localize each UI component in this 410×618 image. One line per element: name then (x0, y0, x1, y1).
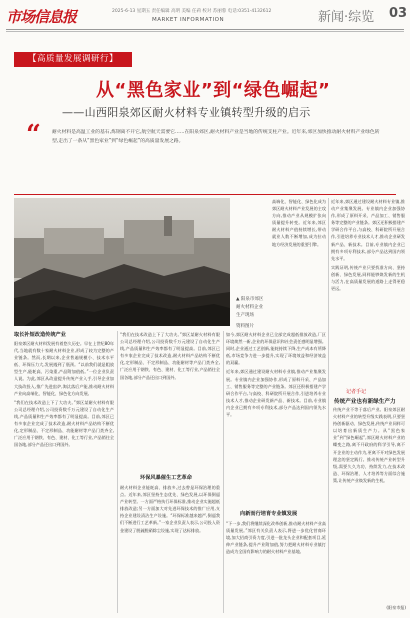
column-3-bottom (226, 520, 326, 613)
factory-photo-image (14, 198, 230, 326)
photo-caption (236, 296, 266, 331)
column-2-bottom (120, 484, 220, 613)
factory-photo (14, 198, 230, 326)
sidebar-label: 记者手记 (346, 389, 367, 395)
lead-paragraph: 耐火材料是高温工业的基石,炼钢离不开它,航空航天需要它……在阳泉郊区,耐火材料产业是当地的传统支柱产业。近年来,郊区加快推动耐火材料产业绿色转型,走出了一条从“黑色家业”到“绿色崛起”的高质量发展之路。 (52, 130, 380, 144)
column-3-para-2: 近年来,郊区通过建设耐火材料专业镇,推动产业集聚发展。专业镇内企业加强协作,形成了原料开采、产品加工、销售服务等完整的产业链条。郊区还积极搭建产学研合作平台,与高校、科研院所开展合作,引进培养专业技术人才,推动企业研发新产品、新技术。目前,专业镇内企业已拥有多项专利技术,部分产品达到国内领先水平。 (226, 369, 326, 418)
column-1 (14, 340, 114, 613)
photo-credit: 资料图片 (236, 324, 254, 329)
column-3-para-1: 如今,郊区耐火材料企业已全部完成超低排放改造,厂区环境焕然一新,企业的环保意识和社会责任感明显增强。同时,企业通过工艺创新,能耗持续下降,生产成本有所降低,市场竞争力进一步提升,实现了环境效益和经济效益的双赢。 (226, 332, 326, 366)
column-rule-2 (223, 331, 224, 613)
column-2-para-1: “我们在技术改造上下了大功夫。”郊区某耐火材料有限公司总经理介绍,公司投资数千万元建设了自动化生产线,产品质量和生产效率都有了明显提高。目前,郊区已有多家企业完成了技术改造,耐火材料产品结构不断优化,定形制品、不定形制品、功能耐材等产品门类齐全,广泛应用于钢铁、有色、建材、化工等行业,产品销往全国各地,部分产品还出口到国外。 (120, 332, 220, 380)
section-title: 新闻·综览 (318, 10, 375, 25)
column-photo-side (272, 198, 326, 326)
sidebar-signature: (阳泉市报) (386, 605, 406, 610)
section-heading-3: 向新而行培育专业镇发展 (240, 511, 298, 517)
column-photo-side-text: 高端化、智能化、绿色化成为郊区耐火材料产业发展的主攻方向,推动产业从规模扩张向质量提升转变。近年来,郊区耐火材料产值持续增长,带动就业人数不断增加,成为拉动地方经济发展的重要引擎。 (272, 199, 326, 247)
sidebar-title: 传统产业也有新绿生产力 (334, 399, 396, 405)
column-4 (331, 198, 405, 383)
lead-divider (14, 194, 396, 195)
headline: 从“黑色家业”到“绿色崛起” (96, 80, 331, 101)
masthead-logo: 市场信息报 (6, 8, 77, 26)
header-rule (6, 29, 404, 30)
subheadline: ——山西阳泉郊区耐火材料专业镇转型升级的启示 (62, 106, 311, 119)
column-2-top (120, 331, 220, 471)
column-4-para-2: 实践证明,传统产业只要找准方向、坚持创新、绿色发展,同样能够焕发新的生机与活力,在高质量发展的道路上走得更稳更远。 (331, 264, 405, 292)
photo-caption-text: ▲ 阳泉市郊区耐火材料企业生产现场 (236, 297, 264, 318)
masthead-info: 2025-6-13 星期五 责任编辑 高明 美编 任莉 校对 苏丽蓉 电话:0351-4132612 (112, 9, 272, 14)
column-1-para-1: 阳泉郊区耐火材料发展有着悠久历史。早在上世纪80年代,当地就有数十家耐火材料企业,形成了较为完整的产业链条。然而,长期以来,企业普遍规模小、技术水平低、环保压力大,发展遇到了瓶颈。“以前我们就是粗放型生产,能耗高、污染重,产品附加值低。”一位企业负责人说。为此,郊区从改造提升传统产业入手,引导企业加大技改投入,推广先进窑炉,淘汰落后产能,推动耐火材料产业向高端化、智能化、绿色化方向发展。 (14, 341, 114, 396)
column-rule-3 (328, 198, 329, 613)
column-banner: 【高质量发展调研行】 (14, 52, 132, 67)
column-1-para-2: “我们在技术改造上下了大功夫。”郊区某耐火材料有限公司总经理介绍,公司投资数千万元建设了自动化生产线,产品质量和生产效率都有了明显提高。目前,郊区已有多家企业完成了技术改造,耐火材料产品结构不断优化,定形制品、不定形制品、功能耐材等产品门类齐全,广泛应用于钢铁、有色、建材、化工等行业,产品销往全国各地,部分产品还出口到国外。 (14, 399, 114, 448)
column-3-top (226, 331, 326, 507)
section-heading-2: 环保风暴催生工艺革命 (140, 475, 192, 481)
column-2-para-2: 耐火材料企业能耗高、排放多,过去曾是环保治理的重点。近年来,郊区坚持生态优先、绿色发展,以环保倒逼产业转型。一方面严格执行环保标准,推动企业实施超低排放改造;另一方面加大对先进环保技术的推广应用,支持企业建设清洁生产设施。“环保标准越来越严,倒逼我们不断进行工艺革新。”一家企业负责人表示,公司投入资金建设了脱硫脱硝除尘设施,实现了达标排放。 (120, 485, 220, 533)
section-heading-1: 取长补短改造传统产业 (14, 332, 66, 338)
masthead-english: MARKET INFORMATION (152, 17, 225, 23)
quote-mark-icon: “ (26, 120, 41, 150)
sidebar-body (333, 406, 405, 602)
page-number: 03 (389, 6, 408, 21)
column-rule-1 (117, 331, 118, 613)
column-3-para-3: “下一步,我们将继续深化改革创新,推动耐火材料产业高质量发展。”郊区有关负责人表示,将进一步优化营商环境,加大招商引资力度,引进一批龙头企业和配套项目,延伸产业链条,提升产业附加值,努力把耐火材料专业镇打造成为全国有影响力的耐火材料产业基地。 (226, 521, 326, 555)
column-4-para-1: 近年来,郊区通过建设耐火材料专业镇,推动产业集聚发展。专业镇内企业加强协作,形成了原料开采、产品加工、销售服务等完整的产业链条。郊区还积极搭建产学研合作平台,与高校、科研院所开展合作,引进培养专业技术人才,推动企业研发新产品、新技术。目前,专业镇内企业已拥有多项专利技术,部分产品达到国内领先水平。 (331, 199, 405, 261)
sidebar-text: 传统产业不等于落后产业。阳泉郊区耐火材料产业的转型升级实践表明,只要坚持创新驱动、绿色发展,传统产业同样可以培育出新质生产力。从“黑色家业”到“绿色崛起”,郊区耐火材料产业的蝶变之路,离不开政府的科学引导,离不开企业的主动作为,更离不开对绿色发展理念的坚定践行。推动传统产业转型升级,需要久久为功、持续发力,在技术改造、环保治理、人才培养等方面综合施策,让传统产业焕发新的生机。 (333, 407, 405, 483)
header-rule-thin (6, 31, 404, 32)
